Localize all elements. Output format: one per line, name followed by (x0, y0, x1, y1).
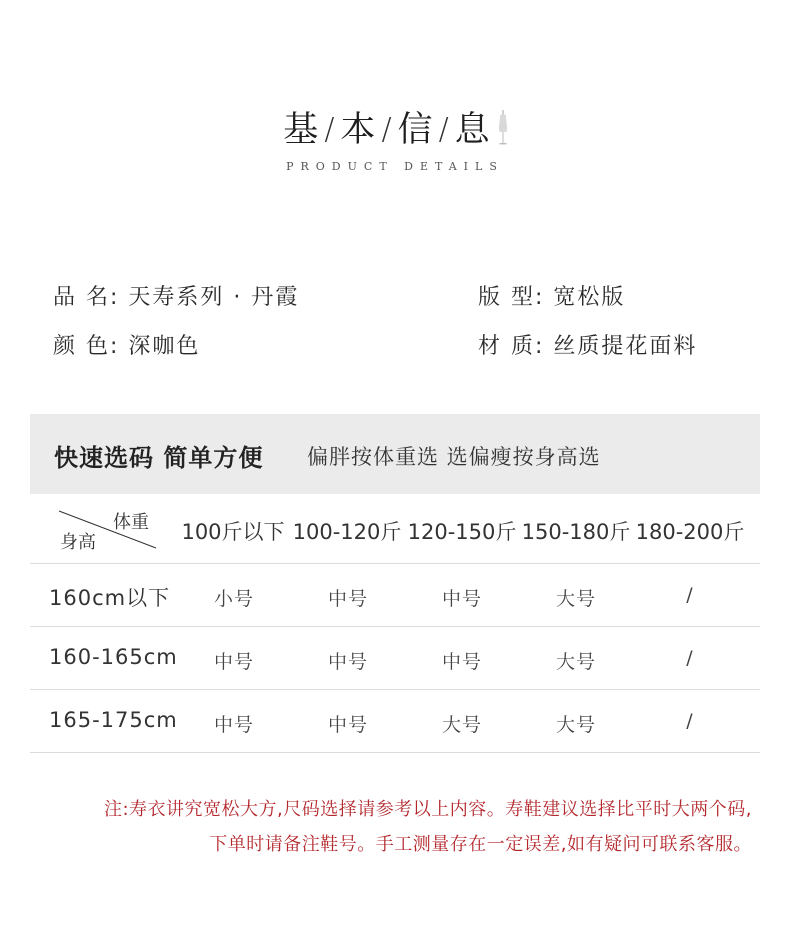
section-title (0, 108, 790, 152)
title-separator: / (324, 112, 336, 147)
title-char: 息 (454, 110, 491, 150)
info-value: 深咖色 (128, 334, 201, 359)
size-cell: / (686, 584, 694, 606)
note-line-1: 注:寿衣讲究宽松大方,尺码选择请参考以上内容。寿鞋建议选择比平时大两个码, (103, 799, 752, 820)
title-char: 本 (340, 110, 377, 150)
weight-column-header: 180-200斤 (635, 520, 745, 544)
size-cell: 大号 (441, 714, 482, 736)
size-cell: 大号 (555, 588, 596, 610)
size-table-header (30, 494, 760, 564)
size-cell: / (686, 710, 694, 732)
mannequin-icon (497, 110, 509, 146)
info-value: 宽松版 (553, 285, 626, 310)
info-label: 材 质: (478, 334, 545, 359)
size-guide-subtitle: 偏胖按体重选 选偏瘦按身高选 (307, 445, 601, 469)
corner-height-label: 身高 (60, 532, 96, 553)
size-cell: 中号 (213, 651, 254, 673)
weight-column-header: 100斤以下 (181, 520, 285, 544)
height-label: 160cm以下 (49, 586, 171, 610)
info-value: 天寿系列 · 丹霞 (128, 285, 300, 310)
note-line-2: 下单时请备注鞋号。手工测量存在一定误差,如有疑问可联系客服。 (209, 834, 752, 855)
size-cell: 中号 (327, 714, 368, 736)
weight-column-header: 150-180斤 (521, 520, 631, 544)
weight-column-header: 100-120斤 (292, 520, 402, 544)
size-cell: 中号 (441, 651, 482, 673)
size-guide-banner (30, 414, 760, 494)
section-subtitle: PRODUCT DETAILS (286, 160, 504, 173)
table-row (30, 690, 760, 753)
weight-column-header: 120-150斤 (407, 520, 517, 544)
table-row (30, 627, 760, 690)
size-cell: / (686, 647, 694, 669)
table-row (30, 564, 760, 627)
title-char: 信 (397, 110, 434, 150)
title-char: 基 (283, 110, 320, 150)
info-product-name (53, 284, 299, 312)
size-guide-title: 快速选码 简单方便 (54, 444, 264, 472)
size-cell: 大号 (555, 714, 596, 736)
info-label: 颜 色: (53, 334, 120, 359)
size-cell: 中号 (327, 588, 368, 610)
size-cell: 小号 (213, 588, 254, 610)
info-label: 品 名: (53, 285, 120, 310)
info-color (53, 333, 200, 361)
section-title-text (281, 108, 508, 152)
title-separator: / (438, 112, 450, 147)
size-cell: 中号 (441, 588, 482, 610)
height-label: 160-165cm (49, 645, 178, 669)
corner-weight-label: 体重 (113, 512, 149, 533)
size-cell: 大号 (555, 651, 596, 673)
height-label: 165-175cm (49, 708, 178, 732)
info-fit (478, 284, 625, 312)
info-label: 版 型: (478, 285, 545, 310)
info-value: 丝质提花面料 (553, 334, 698, 359)
size-cell: 中号 (213, 714, 254, 736)
info-material (478, 333, 697, 361)
title-separator: / (381, 112, 393, 147)
size-cell: 中号 (327, 651, 368, 673)
